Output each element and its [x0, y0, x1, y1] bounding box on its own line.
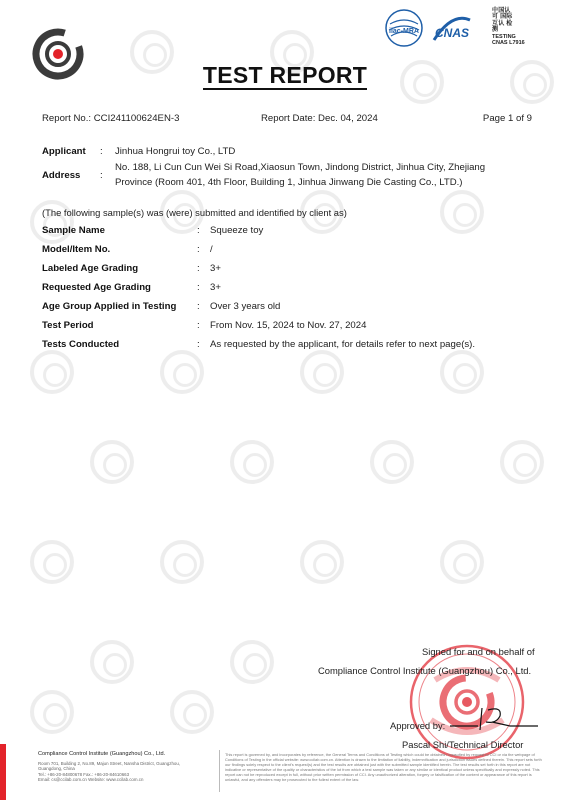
field-label: Requested Age Grading [42, 282, 151, 293]
field-value: 3+ [210, 282, 221, 293]
field-value: / [210, 244, 213, 255]
field-label: Model/Item No. [42, 244, 111, 255]
footer-divider [219, 750, 220, 792]
applicant-value: Jinhua Hongrui toy Co., LTD [115, 146, 236, 157]
page-title-text: TEST REPORT [202, 62, 368, 88]
submission-note: (The following sample(s) was (were) submitted and identified by client as) [42, 207, 347, 218]
field-value: 3+ [210, 263, 221, 274]
field-label: Sample Name [42, 225, 105, 236]
footer-address-line-2: Guangdong, China [38, 766, 75, 772]
cnas-chinese-text: 中国认可 国际互认 检测 [492, 8, 513, 34]
colon: : [100, 146, 103, 157]
address-line-2: Province (Room 401, 4th Floor, Building 1, Jinhua Jinwang Die Casting Co., LTD.) [115, 177, 463, 188]
page-number: Page 1 of 9 [482, 113, 532, 124]
applicant-label: Applicant [42, 146, 86, 157]
svg-text:CNAS: CNAS [434, 26, 470, 40]
footer-contact [38, 752, 218, 783]
signed-for-text: Signed for and on behalf of [422, 646, 535, 657]
colon: : [197, 244, 200, 255]
colon: : [197, 339, 200, 350]
ilac-mra-icon [384, 8, 424, 48]
colon: : [197, 225, 200, 236]
cnas-number-text: CNAS L7916 [492, 40, 525, 47]
field-value: As requested by the applicant, for details refer to next page(s). [210, 339, 476, 350]
field-value: Squeeze toy [210, 225, 264, 236]
cnas-testing-text: TESTING [492, 33, 516, 40]
svg-text:ilac-MRA: ilac-MRA [389, 28, 419, 35]
field-value: From Nov. 15, 2024 to Nov. 27, 2024 [210, 320, 367, 331]
footer-company: Compliance Control Institute (Guangzhou) Co., Ltd. [38, 751, 166, 757]
handwritten-signature [440, 704, 540, 734]
signer-name: Pascal Shi/Technical Director [402, 739, 524, 750]
report-date: Report Date: Dec. 04, 2024 [261, 113, 378, 124]
cnas-logo-icon [430, 10, 474, 48]
address-line-1: No. 188, Li Cun Cun Wei Si Road,Xiaosun Town, Jindong District, Jinhua City, Zhejiang [115, 162, 486, 173]
colon: : [100, 170, 103, 181]
colon: : [197, 263, 200, 274]
footer-accent-bar [0, 744, 6, 800]
address-label: Address [42, 170, 81, 181]
field-label: Test Period [42, 320, 94, 331]
cnas-accreditation-text [492, 8, 525, 46]
footer-email-website: Email: cs@ccilab.com.cn Website: www.ccilab.com.cn [38, 777, 144, 783]
footer-address-line-1: Room 701, Building 2, No.89, Majun Street, Nansha District, Guangzhou, [38, 760, 181, 766]
report-number: Report No.: CCI241100624EN-3 [42, 113, 180, 124]
signing-company: Compliance Control Institute (Guangzhou) Co., Ltd. [318, 665, 532, 676]
footer-tel-fax: Tel.: +86-20-84800678 Fax.: +86-20-84610663 [38, 771, 130, 777]
field-label: Tests Conducted [42, 339, 120, 350]
field-label: Labeled Age Grading [42, 263, 139, 274]
approved-by-label: Approved by: [390, 720, 446, 731]
page-title [0, 62, 570, 89]
colon: : [197, 282, 200, 293]
field-label: Age Group Applied in Testing [42, 301, 177, 312]
footer-disclaimer: This report is governed by, and incorporates by reference, the General Terms and Conditions of Testing which could be obtained / consulted by request to CCI or via the webpage of Conditions of Testing in the official website: www.ccilab.com.cn. Attention is drawn to the limitation of liability, indemnification and jurisdiction issues defined therein. This report sets forth our findings solely respect to the client's request(s) and the test results are obtained just with the submitted sample identified herein. The test results set forth in this report are not indicative or representative of the quality or characteristics of the lot from which a test sample was taken or any similar or identical product unless specifically and expressly noted. This report can not be reproduced except in full, without prior written permission of CCI. Any unauthorized alteration, forgery or falsification of the content or appearance of this report is unlawful, and any offenders may be prosecuted to the fullest extent of the law. [225, 752, 542, 783]
colon: : [197, 320, 200, 331]
accreditation-logos [384, 8, 534, 52]
field-value: Over 3 years old [210, 301, 281, 312]
colon: : [197, 301, 200, 312]
